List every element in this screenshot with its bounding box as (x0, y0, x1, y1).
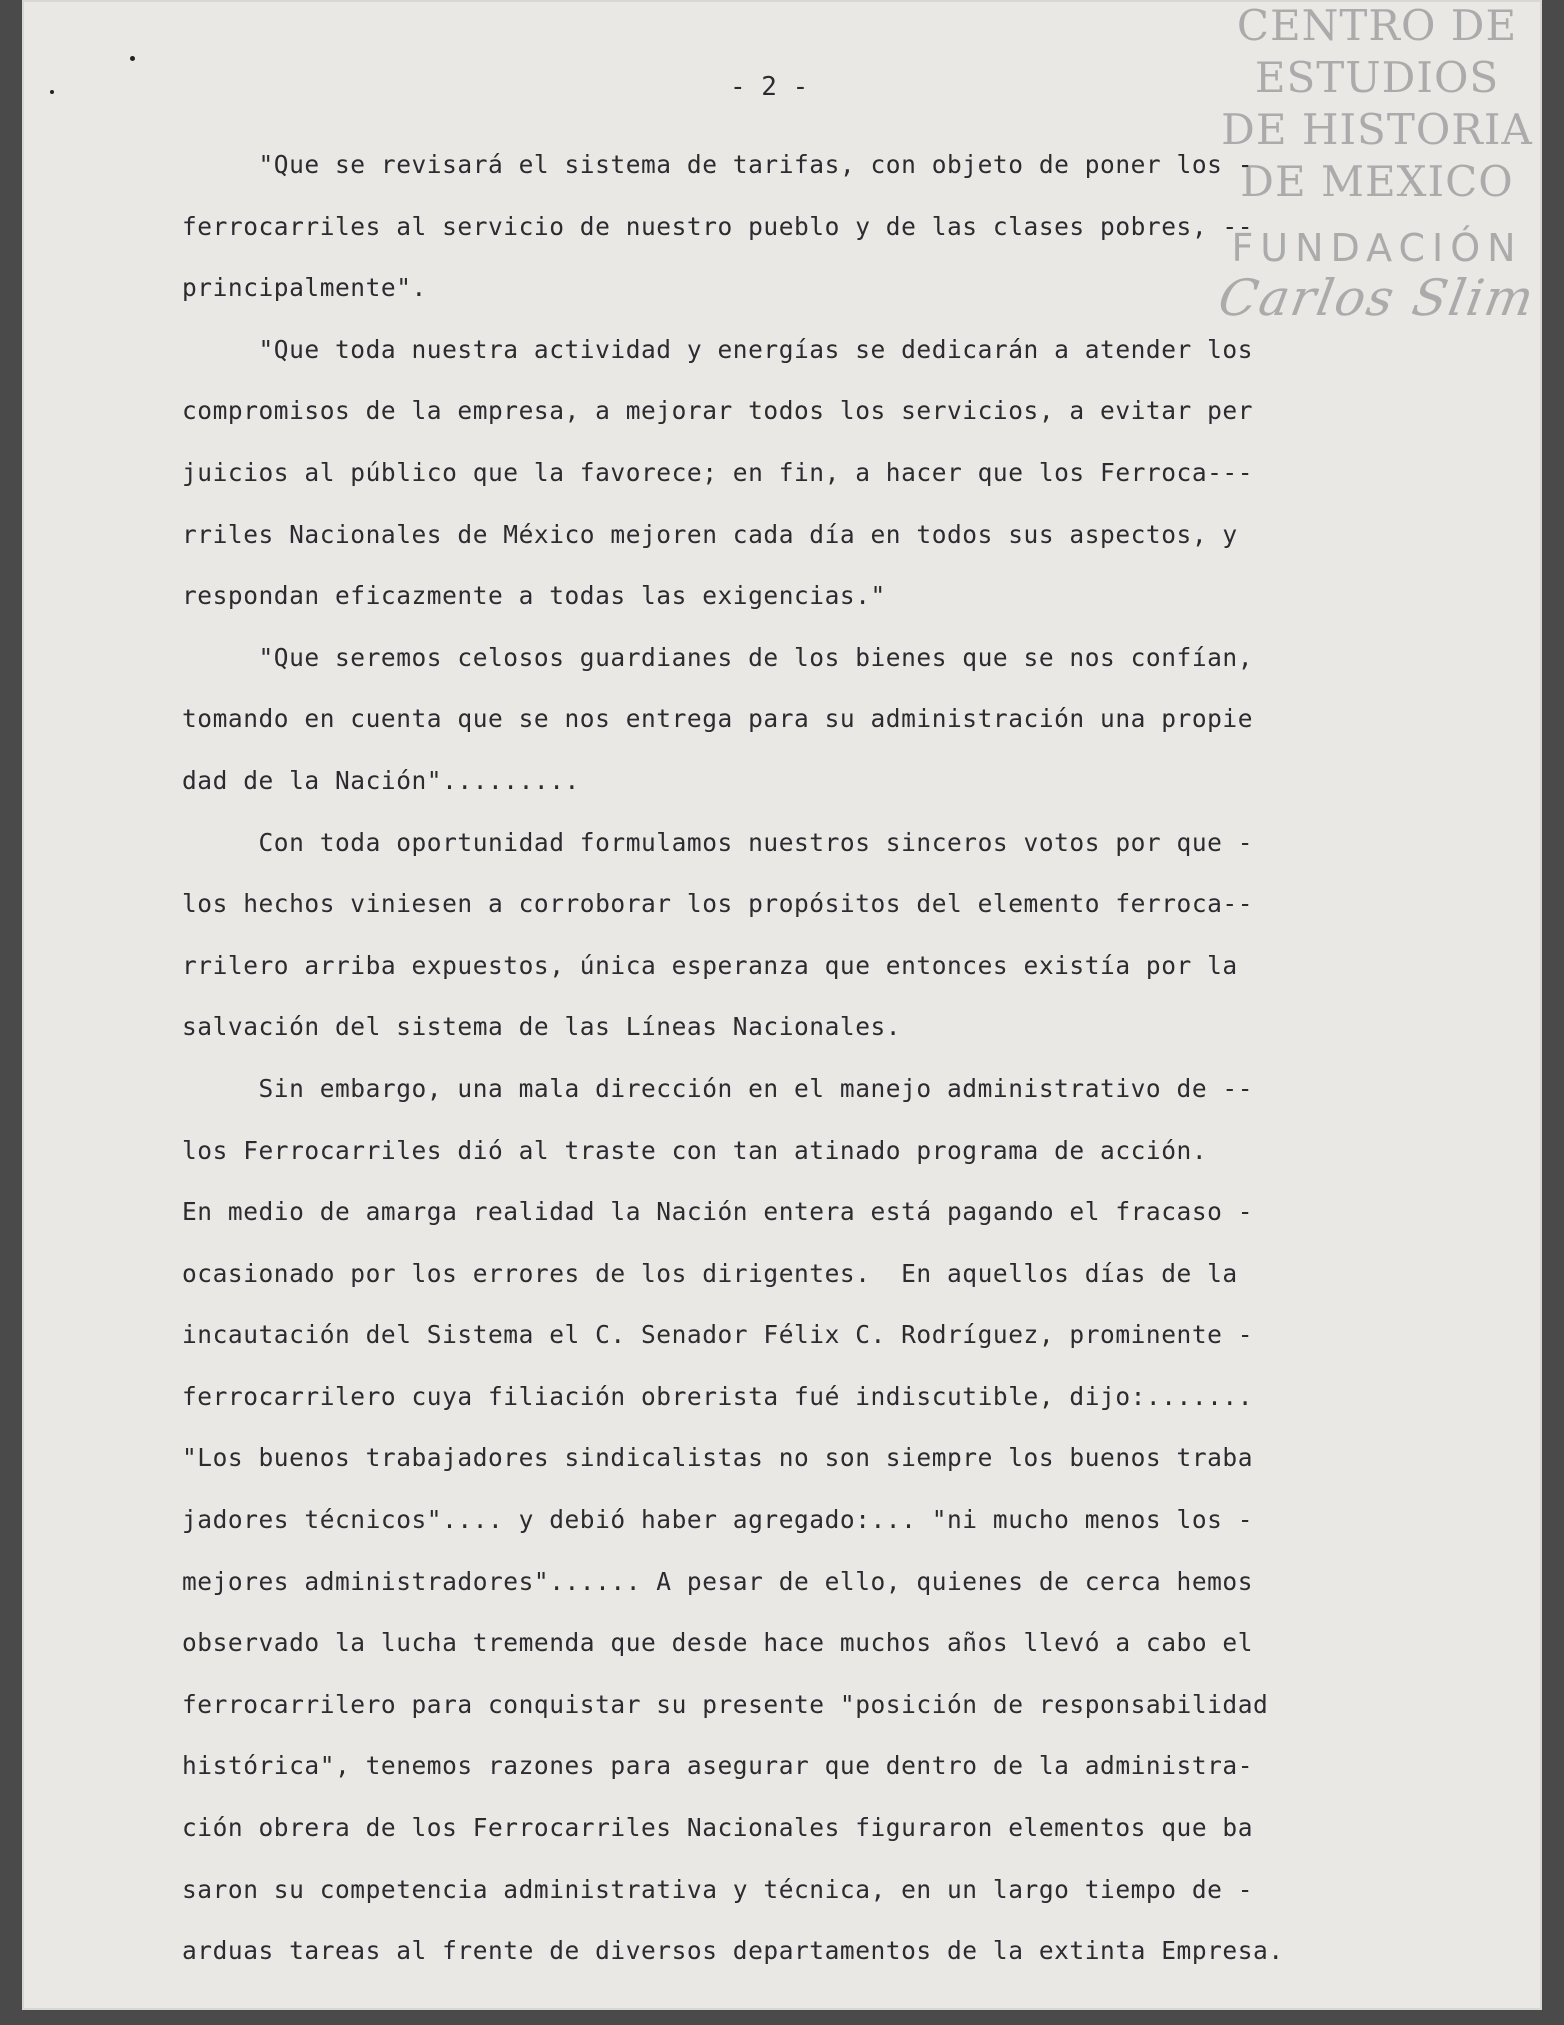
ink-spot (130, 56, 135, 61)
text-line: salvación del sistema de las Líneas Nacionales. (182, 1012, 902, 1042)
text-line: incautación del Sistema el C. Senador Félix C. Rodríguez, prominente - (182, 1320, 1254, 1350)
text-line: rrilero arriba expuestos, única esperanza que entonces existía por la (182, 950, 1238, 980)
text-line: principalmente". (182, 273, 427, 303)
text-line: juicios al público que la favorece; en fin, a hacer que los Ferroca--- (182, 457, 1254, 487)
watermark-line: CENTRO DE (1236, 1, 1518, 50)
ink-spot (50, 90, 54, 94)
text-line: jadores técnicos".... y debió haber agregado:... "ni mucho menos los - (182, 1505, 1254, 1535)
text-line: histórica", tenemos razones para asegurar que dentro de la administra- (182, 1751, 1254, 1781)
text-line: ción obrera de los Ferrocarriles Nacionales figuraron elementos que ba (182, 1813, 1254, 1843)
text-line: Con toda oportunidad formulamos nuestros sinceros votos por que - (182, 827, 1254, 857)
body-text (182, 134, 1522, 1982)
watermark-line: DE MEXICO (1240, 157, 1514, 206)
text-line: saron su competencia administrativa y técnica, en un largo tiempo de - (182, 1874, 1254, 1904)
text-line: tomando en cuenta que se nos entrega para su administración una propie (182, 704, 1254, 734)
text-line: arduas tareas al frente de diversos departamentos de la extinta Empresa. (182, 1936, 1284, 1966)
text-line: "Los buenos trabajadores sindicalistas no son siempre los buenos traba (182, 1443, 1254, 1473)
text-line: "Que seremos celosos guardianes de los bienes que se nos confían, (182, 642, 1254, 672)
text-line: ferrocarrilero cuya filiación obrerista fué indiscutible, dijo:....... (182, 1381, 1254, 1411)
text-line: rriles Nacionales de México mejoren cada día en todos sus aspectos, y (182, 519, 1238, 549)
text-line: observado la lucha tremenda que desde hace muchos años llevó a cabo el (182, 1628, 1254, 1658)
text-line: mejores administradores"...... A pesar de ello, quienes de cerca hemos (182, 1566, 1254, 1596)
watermark-signature: Carlos Slim (1214, 269, 1540, 327)
watermark-line: DE HISTORIA (1221, 105, 1533, 154)
text-line: los hechos viniesen a corroborar los propósitos del elemento ferroca-- (182, 889, 1254, 919)
text-line: los Ferrocarriles dió al traste con tan atinado programa de acción. (182, 1135, 1208, 1165)
text-line: "Que toda nuestra actividad y energías se dedicarán a atender los (182, 334, 1254, 364)
text-line: En medio de amarga realidad la Nación entera está pagando el fracaso - (182, 1197, 1254, 1227)
text-line: respondan eficazmente a todas las exigencias." (182, 581, 886, 611)
text-line: Sin embargo, una mala dirección en el manejo administrativo de -- (182, 1073, 1254, 1103)
document-page (22, 0, 1542, 2010)
watermark-foundation: FUNDACIÓN (1231, 226, 1523, 270)
page-number: - 2 - (730, 72, 809, 102)
text-line: ferrocarrilero para conquistar su presente "posición de responsabilidad (182, 1689, 1269, 1719)
text-line: ferrocarriles al servicio de nuestro pueblo y de las clases pobres, -- (182, 211, 1254, 241)
watermark-line: ESTUDIOS (1254, 53, 1500, 102)
text-line: dad de la Nación"......... (182, 765, 580, 795)
text-line: ocasionado por los errores de los dirigentes. En aquellos días de la (182, 1258, 1238, 1288)
text-line: compromisos de la empresa, a mejorar todos los servicios, a evitar per (182, 396, 1254, 426)
text-line: "Que se revisará el sistema de tarifas, con objeto de poner los - (182, 150, 1254, 179)
